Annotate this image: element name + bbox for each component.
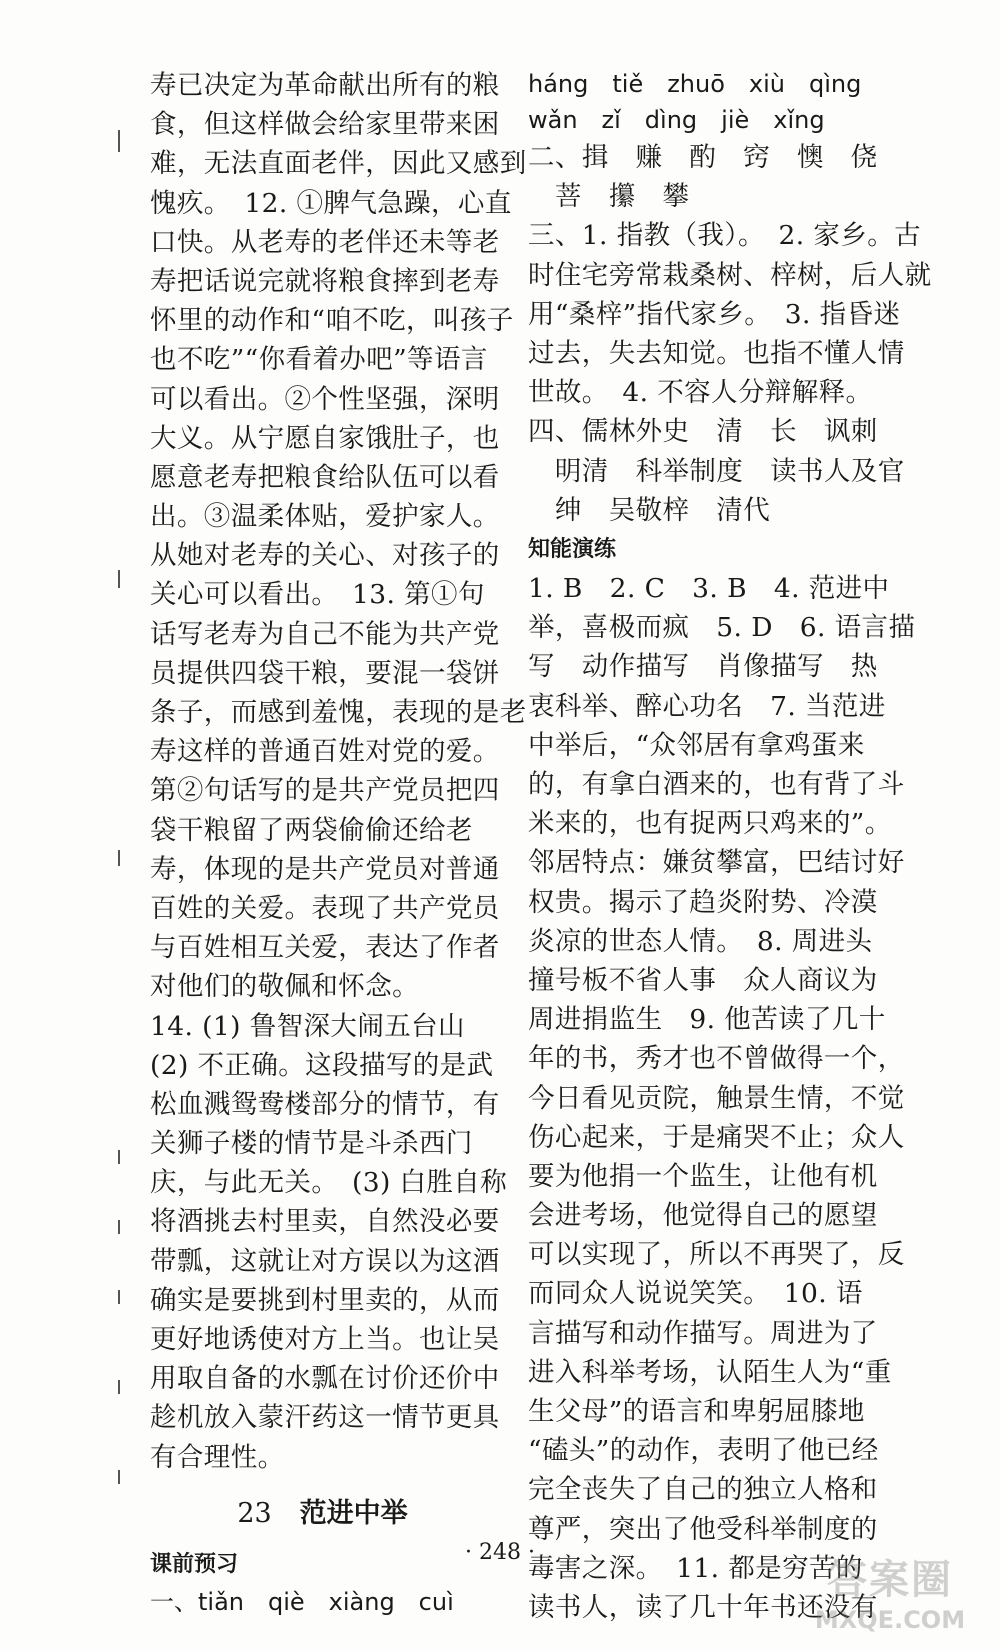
text-line: 关心可以看出。 13. 第①句 bbox=[150, 579, 485, 611]
text-line: 而同众人说说笑笑。 10. 语 bbox=[528, 1278, 863, 1310]
pinyin-line-1: háng tiě zhuō xiù qìng bbox=[528, 70, 862, 98]
text-line: 第②句话写的是共产党员把四 bbox=[150, 775, 500, 807]
text-line: 可以实现了，所以不再哭了，反 bbox=[528, 1239, 905, 1271]
text-line: “磕头”的动作，表明了他已经 bbox=[528, 1435, 879, 1467]
practice-heading: 知能演练 bbox=[528, 536, 617, 562]
text-line: 寿把话说完就将粮食摔到老寿 bbox=[150, 265, 500, 297]
text-line: 寿这样的普通百姓对党的爱。 bbox=[150, 736, 500, 768]
text-line: 难，无法直面老伴，因此又感到 bbox=[150, 148, 527, 180]
text-line: 三、1. 指教（我）。 2. 家乡。古 bbox=[528, 220, 922, 252]
text-line: 怀里的动作和“咱不吃，叫孩子 bbox=[150, 305, 514, 337]
text-line: 绅 吴敬梓 清代 bbox=[528, 494, 771, 526]
text-line: 对他们的敬佩和怀念。 bbox=[150, 971, 419, 1003]
text-line: 邻居特点：嫌贫攀富，巴结讨好 bbox=[528, 847, 905, 879]
text-line: 有合理性。 bbox=[150, 1441, 285, 1473]
text-line: 完全丧失了自己的独立人格和 bbox=[528, 1474, 878, 1506]
binding-margin-marks bbox=[115, 90, 125, 1550]
text-line: 食，但这样做会给家里带来困 bbox=[150, 109, 500, 141]
text-line: 周进捐监生 9. 他苦读了几十 bbox=[528, 1004, 886, 1036]
watermark-url: MXQE.COM bbox=[814, 1606, 966, 1634]
text-line: (2) 不正确。这段描写的是武 bbox=[150, 1049, 494, 1081]
preview-pinyin-line: 一、tiǎn qiè xiàng cuì bbox=[150, 1587, 454, 1616]
text-line: 也不吃”“你看着办吧”等语言 bbox=[150, 344, 488, 376]
text-line: 明清 科举制度 读书人及官 bbox=[528, 455, 905, 487]
text-line: 用“桑梓”指代家乡。 3. 指昏迷 bbox=[528, 298, 901, 330]
text-line: 四、儒林外史 清 长 讽刺 bbox=[528, 416, 878, 448]
text-line: 更好地诱使对方上当。也让吴 bbox=[150, 1324, 500, 1355]
text-line: 寿，体现的是共产党员对普通 bbox=[150, 853, 500, 885]
text-line: 关狮子楼的情节是斗杀西门 bbox=[150, 1128, 473, 1160]
text-line: 1. B 2. C 3. B 4. 范进中 bbox=[528, 573, 890, 605]
text-line: 的，有拿白酒来的，也有背了斗 bbox=[528, 769, 905, 800]
section-name: 范进中举 bbox=[299, 1497, 408, 1529]
watermark-logo bbox=[800, 1555, 980, 1645]
section-title bbox=[150, 1483, 495, 1545]
text-line: 权贵。揭示了趋炎附势、冷漠 bbox=[528, 886, 878, 918]
text-line: 庆，与此无关。 (3) 白胜自称 bbox=[150, 1167, 508, 1199]
text-line: 伤心起来，于是痛哭不止；众人 bbox=[528, 1121, 905, 1153]
text-line: 举，喜极而疯 5. D 6. 语言描 bbox=[528, 612, 916, 644]
text-line: 炎凉的世态人情。 8. 周进头 bbox=[528, 925, 873, 957]
text-line: 会进考场，他觉得自己的愿望 bbox=[528, 1200, 878, 1232]
text-line: 进入科举考场，认陌生人为“重 bbox=[528, 1356, 892, 1388]
text-line: 要为他捐一个监生，让他有机 bbox=[528, 1160, 878, 1192]
text-line: 口快。从老寿的老伴还未等老 bbox=[150, 226, 500, 258]
text-line: 世故。 4. 不容人分辩解释。 bbox=[528, 377, 873, 409]
text-line: 言描写和动作描写。周进为了 bbox=[528, 1317, 878, 1349]
text-line: 14. (1) 鲁智深大闹五台山 bbox=[150, 1010, 465, 1042]
text-line: 撞号板不省人事 众人商议为 bbox=[528, 964, 878, 996]
preview-heading: 课前预习 bbox=[150, 1551, 239, 1577]
text-line: 条子，而感到羞愧，表现的是老 bbox=[150, 697, 527, 728]
text-line: 写 动作描写 肖像描写 热 bbox=[528, 651, 878, 683]
text-line: 确实是要挑到村里卖的，从而 bbox=[150, 1284, 500, 1316]
text-line: 二、揖 赚 酌 窍 懊 侥 bbox=[528, 142, 878, 173]
text-line: 大义。从宁愿自家饿肚子，也 bbox=[150, 422, 500, 454]
text-line: 过去，失去知觉。也指不懂人情 bbox=[528, 337, 905, 369]
text-line: 今日看见贡院，触景生情，不觉 bbox=[528, 1082, 905, 1114]
text-line: 菩 攥 攀 bbox=[528, 181, 690, 213]
text-line: 米来的，也有捉两只鸡来的”。 bbox=[528, 808, 892, 840]
page-number: · 248 · bbox=[465, 1540, 535, 1565]
text-line: 袋干粮留了两袋偷偷还给老 bbox=[150, 814, 473, 846]
text-line: 可以看出。②个性坚强，深明 bbox=[150, 383, 500, 415]
text-line: 年的书，秀才也不曾做得一个， bbox=[528, 1043, 905, 1075]
watermark-logo-text: 答案圈 bbox=[827, 1557, 953, 1603]
text-line: 愿意老寿把粮食给队伍可以看 bbox=[150, 461, 500, 493]
left-answer-text bbox=[150, 66, 527, 1477]
text-line: 话写老寿为自己不能为共产党 bbox=[150, 618, 500, 650]
section-number: 23 bbox=[237, 1497, 272, 1529]
right-answer-text-top bbox=[528, 138, 932, 530]
text-line: 带瓢，这就让对方误以为这酒 bbox=[150, 1245, 500, 1277]
text-line: 毒害之深。 11. 都是穷苦的 bbox=[528, 1552, 863, 1584]
text-line: 百姓的关爱。表现了共产党员 bbox=[150, 892, 500, 924]
text-line: 时住宅旁常栽桑树、梓树，后人就 bbox=[528, 259, 932, 291]
text-line: 寿已决定为革命献出所有的粮 bbox=[150, 70, 500, 101]
text-line: 读书人，读了几十年书还没有 bbox=[528, 1591, 878, 1623]
pinyin-line-2: wǎn zǐ dìng jiè xǐng bbox=[528, 106, 825, 134]
text-line: 将酒挑去村里卖，自然没必要 bbox=[150, 1206, 500, 1238]
text-line: 衷科举、醉心功名 7. 当范进 bbox=[528, 690, 886, 722]
text-line: 出。③温柔体贴，爱护家人。 bbox=[150, 501, 500, 533]
text-line: 趁机放入蒙汗药这一情节更具 bbox=[150, 1402, 500, 1434]
text-line: 员提供四袋干粮，要混一袋饼 bbox=[150, 657, 500, 689]
text-line: 尊严，突出了他受科举制度的 bbox=[528, 1513, 878, 1545]
text-line: 从她对老寿的关心、对孩子的 bbox=[150, 540, 500, 572]
text-line: 愧疚。 12. ①脾气急躁，心直 bbox=[150, 187, 512, 219]
text-line: 松血溅鸳鸯楼部分的情节，有 bbox=[150, 1088, 500, 1120]
text-line: 生父母”的语言和卑躬屈膝地 bbox=[528, 1396, 865, 1427]
text-line: 中举后，“众邻居有拿鸡蛋来 bbox=[528, 729, 865, 761]
text-line: 用取自备的水瓢在讨价还价中 bbox=[150, 1363, 500, 1395]
text-line: 与百姓相互关爱，表达了作者 bbox=[150, 932, 500, 964]
